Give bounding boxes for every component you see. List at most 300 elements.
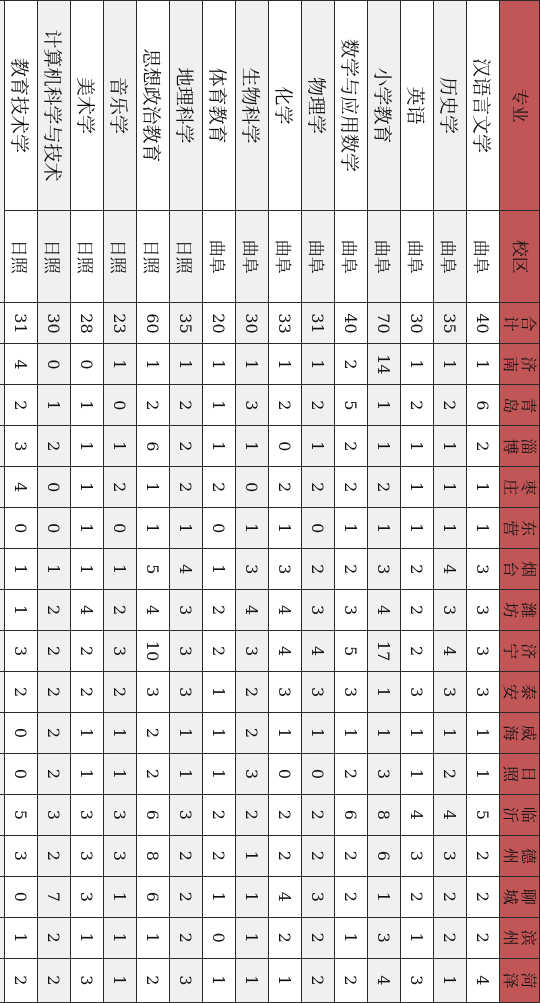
region-count-cell: 6 <box>137 876 170 917</box>
region-count-cell: 2 <box>104 467 137 508</box>
region-count-cell: 3 <box>170 672 203 713</box>
region-count-cell: 1 <box>434 713 467 754</box>
total-cell: 30 <box>401 303 434 344</box>
region-count-cell: 1 <box>467 467 500 508</box>
header-region-label: 威海 <box>501 724 539 741</box>
region-count-cell: 1 <box>401 713 434 754</box>
region-count-cell: 2 <box>203 835 236 876</box>
header-region <box>500 549 540 590</box>
region-count-cell: 1 <box>203 713 236 754</box>
region-count-cell: 3 <box>434 590 467 631</box>
region-count-cell: 3 <box>71 876 104 917</box>
region-count-cell: 2 <box>203 467 236 508</box>
region-count-cell: 2 <box>434 917 467 958</box>
region-count-cell: 1 <box>137 344 170 385</box>
table-row <box>269 1 302 1003</box>
major-cell: 教育技术学 <box>5 1 38 211</box>
header-region-label: 菏泽 <box>501 972 539 989</box>
region-count-cell: 1 <box>104 753 137 794</box>
region-count-cell: 4 <box>269 631 302 672</box>
region-count-cell: 2 <box>467 835 500 876</box>
region-count-cell: 2 <box>335 753 368 794</box>
grand-total-cell <box>0 303 5 344</box>
total-cell: 33 <box>269 303 302 344</box>
region-count-cell: 2 <box>104 590 137 631</box>
major-cell: 地理科学 <box>170 1 203 211</box>
region-count-cell: 1 <box>104 876 137 917</box>
region-count-cell: 1 <box>368 713 401 754</box>
region-count-cell: 0 <box>203 508 236 549</box>
region-count-cell: 0 <box>38 344 71 385</box>
header-region <box>500 876 540 917</box>
region-count-cell: 3 <box>170 590 203 631</box>
header-region <box>500 385 540 426</box>
total-cell: 20 <box>203 303 236 344</box>
region-count-cell: 4 <box>5 467 38 508</box>
region-count-cell: 2 <box>5 672 38 713</box>
table-row <box>137 1 170 1003</box>
region-count-cell: 1 <box>5 590 38 631</box>
header-region <box>500 631 540 672</box>
region-count-cell: 1 <box>137 917 170 958</box>
region-count-cell: 4 <box>467 958 500 1002</box>
campus-cell: 日照 <box>104 211 137 303</box>
campus-cell: 曲阜 <box>401 211 434 303</box>
region-count-cell: 2 <box>335 876 368 917</box>
region-count-cell: 1 <box>5 917 38 958</box>
region-count-cell: 2 <box>203 794 236 835</box>
region-count-cell: 5 <box>335 631 368 672</box>
region-count-cell: 1 <box>368 508 401 549</box>
region-count-cell: 1 <box>434 508 467 549</box>
total-cell: 30 <box>236 303 269 344</box>
major-cell: 计算机科学与技术 <box>38 1 71 211</box>
region-count-cell: 4 <box>236 590 269 631</box>
campus-cell: 日照 <box>71 211 104 303</box>
header-region <box>500 794 540 835</box>
header-region-label: 东营 <box>501 520 539 537</box>
campus-cell: 曲阜 <box>236 211 269 303</box>
region-count-cell: 1 <box>368 385 401 426</box>
region-count-cell: 3 <box>5 631 38 672</box>
region-count-cell: 2 <box>38 631 71 672</box>
region-count-cell: 3 <box>269 549 302 590</box>
region-count-cell: 2 <box>137 385 170 426</box>
region-count-cell: 0 <box>302 508 335 549</box>
region-count-cell: 7 <box>38 876 71 917</box>
region-count-cell: 1 <box>104 958 137 1002</box>
region-total-cell <box>0 590 5 631</box>
major-cell: 小学教育 <box>368 1 401 211</box>
region-count-cell: 0 <box>5 713 38 754</box>
region-count-cell: 3 <box>434 672 467 713</box>
region-count-cell: 0 <box>269 753 302 794</box>
region-count-cell: 3 <box>104 631 137 672</box>
region-count-cell: 1 <box>104 426 137 467</box>
region-count-cell: 1 <box>368 426 401 467</box>
region-count-cell: 3 <box>302 590 335 631</box>
header-region-label: 济南 <box>501 356 539 373</box>
header-region <box>500 672 540 713</box>
region-count-cell: 0 <box>5 876 38 917</box>
region-count-cell: 2 <box>269 385 302 426</box>
region-count-cell: 1 <box>236 917 269 958</box>
region-count-cell: 3 <box>434 835 467 876</box>
region-count-cell: 3 <box>236 385 269 426</box>
region-count-cell: 1 <box>434 426 467 467</box>
region-count-cell: 1 <box>467 344 500 385</box>
table-row <box>335 1 368 1003</box>
region-count-cell: 1 <box>203 672 236 713</box>
region-count-cell: 5 <box>137 549 170 590</box>
region-count-cell: 1 <box>170 344 203 385</box>
header-campus: 校区 <box>500 211 540 303</box>
header-region <box>500 713 540 754</box>
region-total-cell <box>0 958 5 1002</box>
header-total <box>500 303 540 344</box>
region-count-cell: 0 <box>302 753 335 794</box>
region-count-cell: 3 <box>401 672 434 713</box>
region-count-cell: 2 <box>104 672 137 713</box>
region-count-cell: 2 <box>170 835 203 876</box>
region-count-cell: 2 <box>302 794 335 835</box>
region-count-cell: 3 <box>236 631 269 672</box>
region-count-cell: 3 <box>467 549 500 590</box>
header-region-label: 烟台 <box>501 561 539 578</box>
header-region-label: 济宁 <box>501 643 539 660</box>
header-region-label: 聊城 <box>501 888 539 905</box>
region-count-cell: 1 <box>71 426 104 467</box>
region-count-cell: 2 <box>38 426 71 467</box>
region-count-cell: 2 <box>335 344 368 385</box>
region-count-cell: 2 <box>302 549 335 590</box>
region-count-cell: 1 <box>71 549 104 590</box>
campus-cell: 曲阜 <box>302 211 335 303</box>
region-count-cell: 1 <box>203 876 236 917</box>
region-count-cell: 14 <box>368 344 401 385</box>
region-count-cell: 1 <box>302 713 335 754</box>
region-count-cell: 2 <box>401 549 434 590</box>
region-count-cell: 4 <box>71 590 104 631</box>
region-count-cell: 2 <box>302 467 335 508</box>
region-count-cell: 1 <box>236 344 269 385</box>
region-count-cell: 3 <box>302 876 335 917</box>
region-count-cell: 2 <box>5 385 38 426</box>
region-count-cell: 3 <box>71 958 104 1002</box>
region-count-cell: 2 <box>71 631 104 672</box>
total-cell: 40 <box>335 303 368 344</box>
table-row <box>104 1 137 1003</box>
region-count-cell: 1 <box>401 508 434 549</box>
total-cell: 31 <box>5 303 38 344</box>
region-count-cell: 1 <box>401 917 434 958</box>
header-region <box>500 426 540 467</box>
region-total-cell <box>0 835 5 876</box>
region-count-cell: 3 <box>137 672 170 713</box>
region-count-cell: 1 <box>236 508 269 549</box>
region-count-cell: 1 <box>335 508 368 549</box>
region-count-cell: 2 <box>335 467 368 508</box>
region-count-cell: 2 <box>170 876 203 917</box>
region-count-cell: 0 <box>236 467 269 508</box>
region-count-cell: 3 <box>368 917 401 958</box>
region-count-cell: 1 <box>38 385 71 426</box>
region-count-cell: 2 <box>302 958 335 1002</box>
region-count-cell: 0 <box>5 508 38 549</box>
campus-cell: 日照 <box>5 211 38 303</box>
region-count-cell: 3 <box>335 672 368 713</box>
campus-cell: 曲阜 <box>203 211 236 303</box>
region-count-cell: 1 <box>368 876 401 917</box>
header-major: 专业 <box>500 1 540 211</box>
header-region-label: 临沂 <box>501 806 539 823</box>
header-region-label: 日照 <box>501 765 539 782</box>
total-row-label <box>0 1 5 303</box>
table-row <box>302 1 335 1003</box>
region-total-cell <box>0 344 5 385</box>
header-region <box>500 958 540 1002</box>
header-region-label: 潍坊 <box>501 602 539 619</box>
header-region-label: 泰安 <box>501 684 539 701</box>
region-count-cell: 2 <box>335 426 368 467</box>
region-count-cell: 6 <box>137 426 170 467</box>
table-row <box>401 1 434 1003</box>
region-count-cell: 4 <box>401 794 434 835</box>
region-count-cell: 2 <box>137 713 170 754</box>
major-cell: 生物科学 <box>236 1 269 211</box>
region-count-cell: 1 <box>170 753 203 794</box>
campus-cell: 曲阜 <box>335 211 368 303</box>
region-count-cell: 1 <box>203 426 236 467</box>
region-count-cell: 17 <box>368 631 401 672</box>
region-count-cell: 1 <box>203 549 236 590</box>
region-count-cell: 2 <box>38 835 71 876</box>
region-count-cell: 1 <box>269 344 302 385</box>
region-count-cell: 5 <box>467 794 500 835</box>
region-count-cell: 1 <box>104 713 137 754</box>
total-cell: 60 <box>137 303 170 344</box>
region-count-cell: 1 <box>467 713 500 754</box>
region-total-cell <box>0 713 5 754</box>
header-row <box>500 1 540 1003</box>
total-cell: 23 <box>104 303 137 344</box>
header-region <box>500 753 540 794</box>
region-count-cell: 2 <box>434 385 467 426</box>
header-region <box>500 917 540 958</box>
region-count-cell: 4 <box>170 549 203 590</box>
total-cell: 35 <box>170 303 203 344</box>
region-total-cell <box>0 385 5 426</box>
region-count-cell: 2 <box>467 426 500 467</box>
region-count-cell: 2 <box>269 835 302 876</box>
region-count-cell: 2 <box>434 876 467 917</box>
major-cell: 英语 <box>401 1 434 211</box>
campus-cell: 曲阜 <box>434 211 467 303</box>
region-count-cell: 2 <box>203 631 236 672</box>
region-count-cell: 2 <box>401 590 434 631</box>
region-count-cell: 1 <box>401 753 434 794</box>
region-total-cell <box>0 631 5 672</box>
region-count-cell: 1 <box>269 508 302 549</box>
header-total-label: 合计 <box>501 315 539 332</box>
region-count-cell: 0 <box>104 385 137 426</box>
region-count-cell: 1 <box>5 549 38 590</box>
region-count-cell: 3 <box>71 794 104 835</box>
region-count-cell: 2 <box>236 794 269 835</box>
header-region <box>500 508 540 549</box>
region-count-cell: 2 <box>236 672 269 713</box>
total-cell: 35 <box>434 303 467 344</box>
region-count-cell: 3 <box>5 426 38 467</box>
table-body <box>0 1 500 1003</box>
total-row <box>0 1 5 1003</box>
region-count-cell: 6 <box>137 794 170 835</box>
major-cell: 体育教育 <box>203 1 236 211</box>
region-count-cell: 0 <box>5 753 38 794</box>
region-count-cell: 2 <box>170 426 203 467</box>
region-count-cell: 3 <box>302 672 335 713</box>
region-count-cell: 1 <box>71 917 104 958</box>
region-count-cell: 3 <box>71 835 104 876</box>
region-count-cell: 1 <box>71 753 104 794</box>
region-count-cell: 3 <box>401 958 434 1002</box>
region-count-cell: 3 <box>236 549 269 590</box>
region-count-cell: 0 <box>38 467 71 508</box>
region-count-cell: 0 <box>104 508 137 549</box>
campus-cell: 曲阜 <box>368 211 401 303</box>
region-count-cell: 1 <box>170 713 203 754</box>
total-cell: 70 <box>368 303 401 344</box>
region-count-cell: 2 <box>236 713 269 754</box>
region-count-cell: 2 <box>137 753 170 794</box>
region-count-cell: 3 <box>236 753 269 794</box>
region-count-cell: 3 <box>467 631 500 672</box>
total-cell: 30 <box>38 303 71 344</box>
region-count-cell: 1 <box>104 344 137 385</box>
region-count-cell: 1 <box>434 344 467 385</box>
header-region <box>500 590 540 631</box>
region-count-cell: 1 <box>401 426 434 467</box>
region-count-cell: 3 <box>401 835 434 876</box>
region-count-cell: 2 <box>170 467 203 508</box>
major-cell: 思想政治教育 <box>137 1 170 211</box>
major-cell: 音乐学 <box>104 1 137 211</box>
region-count-cell: 4 <box>434 631 467 672</box>
region-count-cell: 2 <box>368 467 401 508</box>
region-count-cell: 2 <box>467 876 500 917</box>
header-region-label: 青岛 <box>501 397 539 414</box>
region-count-cell: 1 <box>38 549 71 590</box>
region-count-cell: 2 <box>401 631 434 672</box>
region-count-cell: 1 <box>137 467 170 508</box>
region-count-cell: 0 <box>269 426 302 467</box>
region-count-cell: 1 <box>104 549 137 590</box>
region-count-cell: 4 <box>434 794 467 835</box>
region-total-cell <box>0 794 5 835</box>
header-region-label: 德州 <box>501 847 539 864</box>
region-count-cell: 3 <box>170 794 203 835</box>
region-count-cell: 2 <box>335 549 368 590</box>
table-row <box>236 1 269 1003</box>
region-count-cell: 1 <box>203 344 236 385</box>
header-region <box>500 467 540 508</box>
region-count-cell: 1 <box>71 467 104 508</box>
region-count-cell: 4 <box>137 590 170 631</box>
region-count-cell: 8 <box>368 794 401 835</box>
region-count-cell: 2 <box>269 917 302 958</box>
table-row <box>368 1 401 1003</box>
header-region-label: 枣庄 <box>501 479 539 496</box>
region-count-cell: 4 <box>269 876 302 917</box>
region-count-cell: 2 <box>170 385 203 426</box>
region-count-cell: 2 <box>302 917 335 958</box>
region-count-cell: 3 <box>5 835 38 876</box>
region-count-cell: 2 <box>38 958 71 1002</box>
region-count-cell: 2 <box>137 958 170 1002</box>
region-count-cell: 3 <box>467 672 500 713</box>
table-row <box>170 1 203 1003</box>
region-count-cell: 1 <box>236 426 269 467</box>
region-count-cell: 1 <box>434 467 467 508</box>
header-region <box>500 835 540 876</box>
region-count-cell: 1 <box>335 917 368 958</box>
region-count-cell: 2 <box>269 467 302 508</box>
region-count-cell: 3 <box>104 794 137 835</box>
region-count-cell: 3 <box>104 835 137 876</box>
region-count-cell: 1 <box>71 713 104 754</box>
region-count-cell: 2 <box>203 590 236 631</box>
region-count-cell: 1 <box>467 753 500 794</box>
region-count-cell: 2 <box>38 590 71 631</box>
region-count-cell: 1 <box>335 713 368 754</box>
region-count-cell: 3 <box>335 590 368 631</box>
region-count-cell: 1 <box>71 385 104 426</box>
region-count-cell: 6 <box>368 835 401 876</box>
region-count-cell: 1 <box>236 958 269 1002</box>
region-count-cell: 6 <box>335 794 368 835</box>
region-count-cell: 4 <box>434 549 467 590</box>
region-count-cell: 5 <box>335 385 368 426</box>
region-count-cell: 1 <box>434 958 467 1002</box>
region-count-cell: 2 <box>335 958 368 1002</box>
total-cell: 31 <box>302 303 335 344</box>
header-region-label: 滨州 <box>501 929 539 946</box>
region-count-cell: 10 <box>137 631 170 672</box>
region-count-cell: 1 <box>467 508 500 549</box>
region-count-cell: 1 <box>137 508 170 549</box>
header-region-label: 淄博 <box>501 438 539 455</box>
major-cell: 化学 <box>269 1 302 211</box>
region-count-cell: 2 <box>401 385 434 426</box>
region-count-cell: 0 <box>38 508 71 549</box>
region-count-cell: 1 <box>302 426 335 467</box>
region-count-cell: 0 <box>71 344 104 385</box>
region-count-cell: 3 <box>170 958 203 1002</box>
campus-cell: 曲阜 <box>269 211 302 303</box>
region-count-cell: 1 <box>269 958 302 1002</box>
region-count-cell: 1 <box>203 958 236 1002</box>
region-count-cell: 2 <box>269 794 302 835</box>
campus-cell: 日照 <box>137 211 170 303</box>
table-row <box>71 1 104 1003</box>
major-cell: 美术学 <box>71 1 104 211</box>
region-count-cell: 4 <box>302 631 335 672</box>
region-total-cell <box>0 549 5 590</box>
region-count-cell: 1 <box>104 917 137 958</box>
table-row <box>434 1 467 1003</box>
region-count-cell: 3 <box>38 794 71 835</box>
region-total-cell <box>0 467 5 508</box>
